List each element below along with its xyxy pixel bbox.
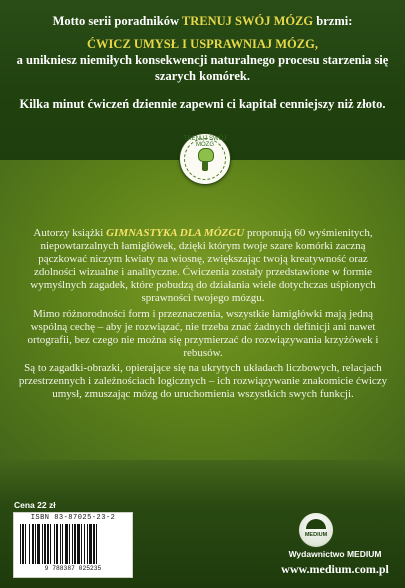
price-label: Cena 22 zł xyxy=(14,500,56,510)
barcode-bar xyxy=(47,524,49,564)
description-paragraph-1 xyxy=(18,227,388,306)
barcode-bar xyxy=(32,524,34,564)
motto-suffix: brzmi: xyxy=(316,14,353,28)
barcode-bar xyxy=(42,524,43,564)
slogan-main: ĆWICZ UMYSŁ I USPRAWNIAJ MÓZG, xyxy=(87,37,318,51)
badge-label: TRENUJ SWÓJ MÓZG xyxy=(183,136,227,148)
description-paragraph-2: Mimo różnorodności form i przeznaczenia, wszystkie łamigłówki mają jedną wspólną cechę – aby je rozwiązać, nie trzeba znać żadnych definicji ani nawet ortografii, bez czego nie można się przymierzać do rozwiązywania krzyżówek i rebusów. xyxy=(27,307,379,359)
publisher-name: Wydawnictwo MEDIUM xyxy=(288,549,382,559)
barcode-bars xyxy=(19,524,127,564)
barcode-bar xyxy=(62,524,63,564)
barcode-bar xyxy=(65,524,68,564)
barcode-bar xyxy=(96,524,97,564)
barcode-bar xyxy=(81,524,82,564)
barcode-bar xyxy=(44,524,46,564)
barcode-bar xyxy=(84,524,85,564)
medium-logo xyxy=(298,512,334,548)
motto-prefix: Motto serii poradników xyxy=(52,14,179,28)
barcode-bar xyxy=(60,524,61,564)
barcode-bar xyxy=(72,524,73,564)
barcode-bar xyxy=(87,524,88,564)
logo-text: MEDIUM xyxy=(304,532,328,538)
description-intro: Autorzy książki xyxy=(33,227,104,239)
barcode-bar xyxy=(54,524,55,564)
barcode-bar xyxy=(74,524,76,564)
barcode-bar xyxy=(50,524,51,564)
figure-icon xyxy=(202,161,208,171)
barcode-bar xyxy=(56,524,58,564)
barcode-bar xyxy=(29,524,30,564)
ean-digits: 9 788387 025235 xyxy=(44,565,102,572)
book-title: GIMNASTYKA DLA MÓZGU xyxy=(106,227,245,239)
description-text-1: proponują 60 wyśmienitych, niepowtarzalnych łamigłówek, dzięki którym twoje szare komórki zaczną pączkować niczym kwiaty na wiosnę, zwiększając twoją kreatywność oraz zdolności wizualne i analityczne. Ćwiczenia zostały przedstawione w formie wymyślnych zagadek, które pobudzą do działania wiele dotychczas uśpionych sprawności twojego mózgu. xyxy=(30,227,376,305)
brain-icon xyxy=(198,148,214,162)
series-motto xyxy=(0,14,405,29)
book-description xyxy=(18,227,388,403)
publisher-website: www.medium.com.pl xyxy=(281,562,389,576)
barcode-bar xyxy=(77,524,80,564)
slogan-rest: a unikniesz niemiłych konsekwencji naturalnego procesu starzenia się szarych komórek. xyxy=(16,53,389,83)
series-name: TRENUJ SWÓJ MÓZG xyxy=(181,14,314,28)
slogan xyxy=(0,36,405,84)
description-paragraph-3: Są to zagadki-obrazki, opierające się na ukrytych układach liczbowych, relacjach przestrzennych i zależnościach logicznych – ich rozwiązywanie znakomicie ćwiczy umysł, zmuszając mózg do uruchomienia wszystkich swych funkcji. xyxy=(18,361,388,401)
barcode-bar xyxy=(35,524,36,564)
barcode-bar xyxy=(37,524,40,564)
barcode-bar xyxy=(93,524,95,564)
barcode-bar xyxy=(20,524,21,564)
logo-arc-icon xyxy=(306,519,326,529)
series-badge xyxy=(179,133,231,185)
isbn-text: ISBN 83-87025-23-2 xyxy=(30,514,116,522)
barcode-bar xyxy=(69,524,70,564)
isbn-barcode xyxy=(13,512,133,578)
barcode-bar xyxy=(25,524,26,564)
barcode-bar xyxy=(89,524,92,564)
barcode-bar xyxy=(22,524,24,564)
promise-text: Kilka minut ćwiczeń dziennie zapewni ci kapitał cenniejszy niż złoto. xyxy=(19,97,386,111)
